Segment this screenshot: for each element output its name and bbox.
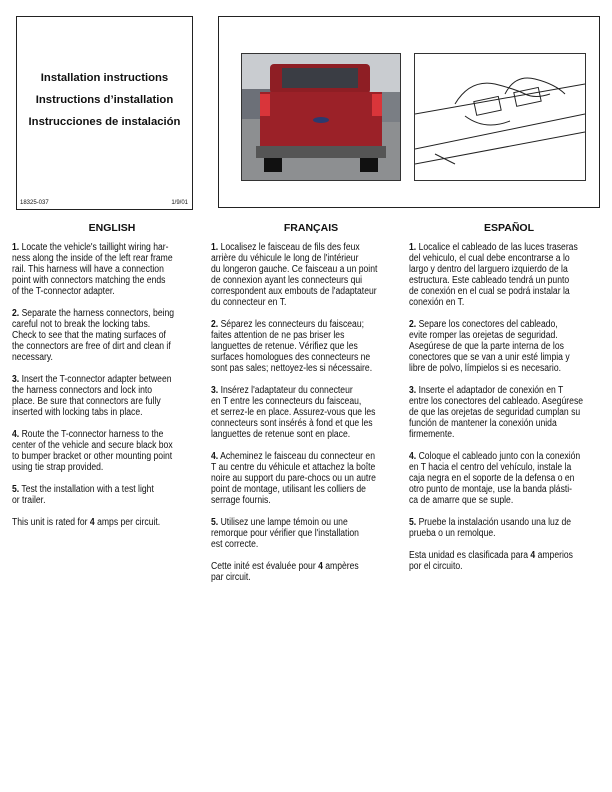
step-line [409,418,598,429]
instruction-step [12,374,201,418]
step-number: 2. [12,308,20,319]
rating-value: 4 [530,550,536,561]
step-text: de connexion ayant les connecteurs qui [211,275,363,286]
step-text: careful not to break the locking tabs. [12,319,151,330]
step-line [409,275,598,286]
step-number: 3. [12,374,20,385]
step-line [409,253,598,264]
step-line [211,286,400,297]
cover-box [16,16,193,210]
step-line [409,495,598,506]
step-text: evite romper las orejetas de seguridad. [409,330,558,341]
step-text: rail. This harness will have a connection [12,264,164,275]
doc-date: 1/9/01 [171,200,188,206]
instruction-step [12,517,201,528]
step-line [211,242,400,253]
column-heading: FRANÇAIS [283,222,339,234]
step-line [211,539,400,550]
step-text: estructura. Este cableado tendrá un punto [409,275,570,286]
step-line [211,451,400,462]
instruction-step [409,451,598,506]
rating-text: amps per circuit. [94,517,161,528]
step-text: arrière du véhicule le long de l'intérieur [211,253,359,264]
step-text: conectores que se van a unir esté limpia y [409,352,570,363]
step-line [409,286,598,297]
step-text: Separe los conectores del cableado, [418,319,558,330]
step-line [12,319,201,330]
step-number: 1. [211,242,219,253]
step-text: por el circuito. [409,561,463,572]
step-line [12,396,201,407]
step-line [211,297,400,308]
step-text: Insert the T-connector adapter between [21,374,172,385]
step-text: faites attention de ne pas briser les [211,330,345,341]
illustration-box [218,16,600,208]
step-text: prueba o un remolque. [409,528,496,539]
step-line [211,418,400,429]
step-line [409,451,598,462]
rating-value: 4 [89,517,95,528]
step-text: en T entre les connecteurs du faisceau, [211,396,362,407]
spanish-column [409,222,609,583]
step-text: conexión en T. [409,297,465,308]
step-number: 2. [409,319,417,330]
rating-text: Esta unidad es clasificada para [409,550,531,561]
step-line [409,352,598,363]
step-line [409,264,598,275]
step-text: languettes de retenue sont en place. [211,429,351,440]
step-number: 4. [12,429,20,440]
step-line [211,253,400,264]
step-line [12,385,201,396]
step-number: 3. [409,385,417,396]
instruction-step [409,385,598,440]
step-text: caja negra en el soporte de la defensa o en [409,473,575,484]
connector-sketch [414,53,586,181]
step-number: 5. [211,517,219,528]
step-line [12,495,201,506]
step-text: est correcte. [211,539,259,550]
step-line [409,297,598,308]
step-line [12,407,201,418]
step-line [12,308,201,319]
step-text: or trailer. [12,495,46,506]
step-line [211,407,400,418]
step-line [12,451,201,462]
step-line [409,484,598,495]
instruction-step [211,319,400,374]
step-line [409,363,598,374]
step-number: 1. [12,242,20,253]
rating-value: 4 [318,561,323,572]
step-text: de que las orejetas de seguridad cumplan su [409,407,581,418]
step-line [211,517,400,528]
step-text: firmemente. [409,429,455,440]
step-line [409,429,598,440]
step-text: Inserte el adaptador de conexión en T [418,385,564,396]
step-text: point de montage, utilisant les colliers de [211,484,366,495]
step-text: surfaces homologues des connecteurs ne [211,352,371,363]
instruction-step [12,484,201,506]
step-line [211,352,400,363]
step-line [12,286,201,297]
step-text: du connecteur en T. [211,297,287,308]
step-line [211,495,400,506]
step-line [211,473,400,484]
step-text: center of the vehicle and secure black box [12,440,173,451]
step-line [409,396,598,407]
step-text: noire au support du pare-chocs ou un autre [211,473,376,484]
step-line [211,396,400,407]
step-line [409,473,598,484]
column-heading: ESPAÑOL [484,222,534,234]
step-text: Acheminez le faisceau du connecteur en [220,451,376,462]
step-text: Check to see that the mating surfaces of [12,330,166,341]
french-column [211,222,411,594]
title-spanish: Instrucciones de instalación [28,116,181,128]
step-number: 4. [211,451,219,462]
instruction-step [211,561,400,583]
step-line [211,429,400,440]
step-line [409,407,598,418]
step-text: Separate the harness connectors, being [21,308,175,319]
step-text: the connectors are free of dirt and clean if [12,341,171,352]
step-text: ca de amarre que se suple. [409,495,514,506]
step-number: 5. [409,517,417,528]
step-text: T au centre du véhicule et attachez la boîte [211,462,376,473]
step-text: libre de polvo, límpielos si es necesario. [409,363,562,374]
step-number: 2. [211,319,219,330]
step-line [12,264,201,275]
step-line [211,319,400,330]
step-text: sont pas sales; nettoyez-les si nécessaire. [211,363,373,374]
step-line [409,242,598,253]
rating-text: ampères [322,561,359,572]
step-text: languettes de retenue. Vérifiez que les [211,341,358,352]
instruction-step [211,242,400,308]
step-line [12,275,201,286]
step-line [211,264,400,275]
instruction-step [211,451,400,506]
step-text: largo y dentro del larguero izquierdo de la [409,264,568,275]
title-english: Installation instructions [40,72,169,84]
step-line [211,385,400,396]
step-line [12,429,201,440]
step-line [409,528,598,539]
step-text: entre los conectores del cableado. Asegúrese [409,396,584,407]
step-number: 1. [409,242,417,253]
rating-text: amperios [535,550,573,561]
step-line [211,528,400,539]
step-line [409,319,598,330]
step-text: Localice el cableado de las luces traseras [418,242,578,253]
step-text: place. Be sure that connectors are fully [12,396,161,407]
step-text: Utilisez une lampe témoin ou une [220,517,348,528]
step-text: necessary. [12,352,53,363]
step-text: Localisez le faisceau de fils des feux [220,242,360,253]
step-text: et serrez-le en place. Assurez-vous que les [211,407,376,418]
step-line [409,330,598,341]
step-text: of the T-connector adapter. [12,286,115,297]
step-line [409,462,598,473]
rating-line [409,550,598,561]
step-text: en T hacia el centro del vehículo, instale la [409,462,572,473]
rating-text: Cette inité est évaluée pour [211,561,319,572]
step-line [12,330,201,341]
step-line [211,484,400,495]
step-line [12,253,201,264]
step-line [211,462,400,473]
step-line [409,385,598,396]
step-text: du longeron gauche. Ce faisceau a un point [211,264,378,275]
step-line [12,440,201,451]
step-text: point with connectors matching the ends [12,275,166,286]
instruction-step [12,308,201,363]
step-line [409,561,598,572]
step-text: par circuit. [211,572,251,583]
step-text: Route the T-connector harness to the [21,429,164,440]
step-text: función de mantener la conexión unida [409,418,557,429]
step-line [12,462,201,473]
title-french: Instructions d’installation [35,94,174,106]
instruction-step [211,385,400,440]
rating-line [211,561,400,572]
step-text: Asegúrese de que la parte interna de los [409,341,564,352]
step-line [12,352,201,363]
step-line [12,374,201,385]
step-line [409,517,598,528]
step-text: the harness connectors and lock into [12,385,153,396]
step-text: ness along the inside of the left rear frame [12,253,173,264]
step-text: Locate the vehicle's taillight wiring har- [21,242,169,253]
step-line [211,341,400,352]
step-line [211,572,400,583]
step-text: de conexión en el cual se podrá instalar la [409,286,570,297]
instruction-step [211,517,400,550]
step-text: otro punto de montaje, use la banda plásti- [409,484,573,495]
step-line [211,330,400,341]
part-number: 18325-037 [20,200,49,206]
step-line [12,242,201,253]
step-text: using tie strap provided. [12,462,104,473]
step-text: connecteurs sont insérés à fond et que les [211,418,373,429]
instruction-step [409,319,598,374]
step-text: Pruebe la instalación usando una luz de [418,517,572,528]
truck-rear-photo [241,53,401,181]
english-column [12,222,212,539]
step-text: serrage fournis. [211,495,271,506]
step-text: Coloque el cableado junto con la conexión [418,451,581,462]
step-text: inserted with locking tabs in place. [12,407,143,418]
step-line [211,363,400,374]
step-text: Insérez l'adaptateur du connecteur [220,385,353,396]
rating-text: This unit is rated for [12,517,90,528]
step-line [12,341,201,352]
instruction-step [409,242,598,308]
instruction-step [12,242,201,297]
rating-line [12,517,201,528]
step-text: remorque pour vérifier que l'installation [211,528,359,539]
step-number: 3. [211,385,219,396]
step-text: Séparez les connecteurs du faisceau; [220,319,364,330]
step-text: correspondent aux embouts de l'adaptateur [211,286,377,297]
instruction-step [409,517,598,539]
instruction-step [409,550,598,572]
step-line [409,341,598,352]
cover-titles [17,67,192,133]
step-text: Test the installation with a test light [21,484,154,495]
step-number: 5. [12,484,20,495]
instruction-step [12,429,201,473]
step-number: 4. [409,451,417,462]
column-heading: ENGLISH [88,222,136,234]
step-line [211,275,400,286]
step-text: del vehiculo, el cual debe encontrarse a lo [409,253,570,264]
step-line [12,484,201,495]
step-text: to bumper bracket or other mounting point [12,451,173,462]
